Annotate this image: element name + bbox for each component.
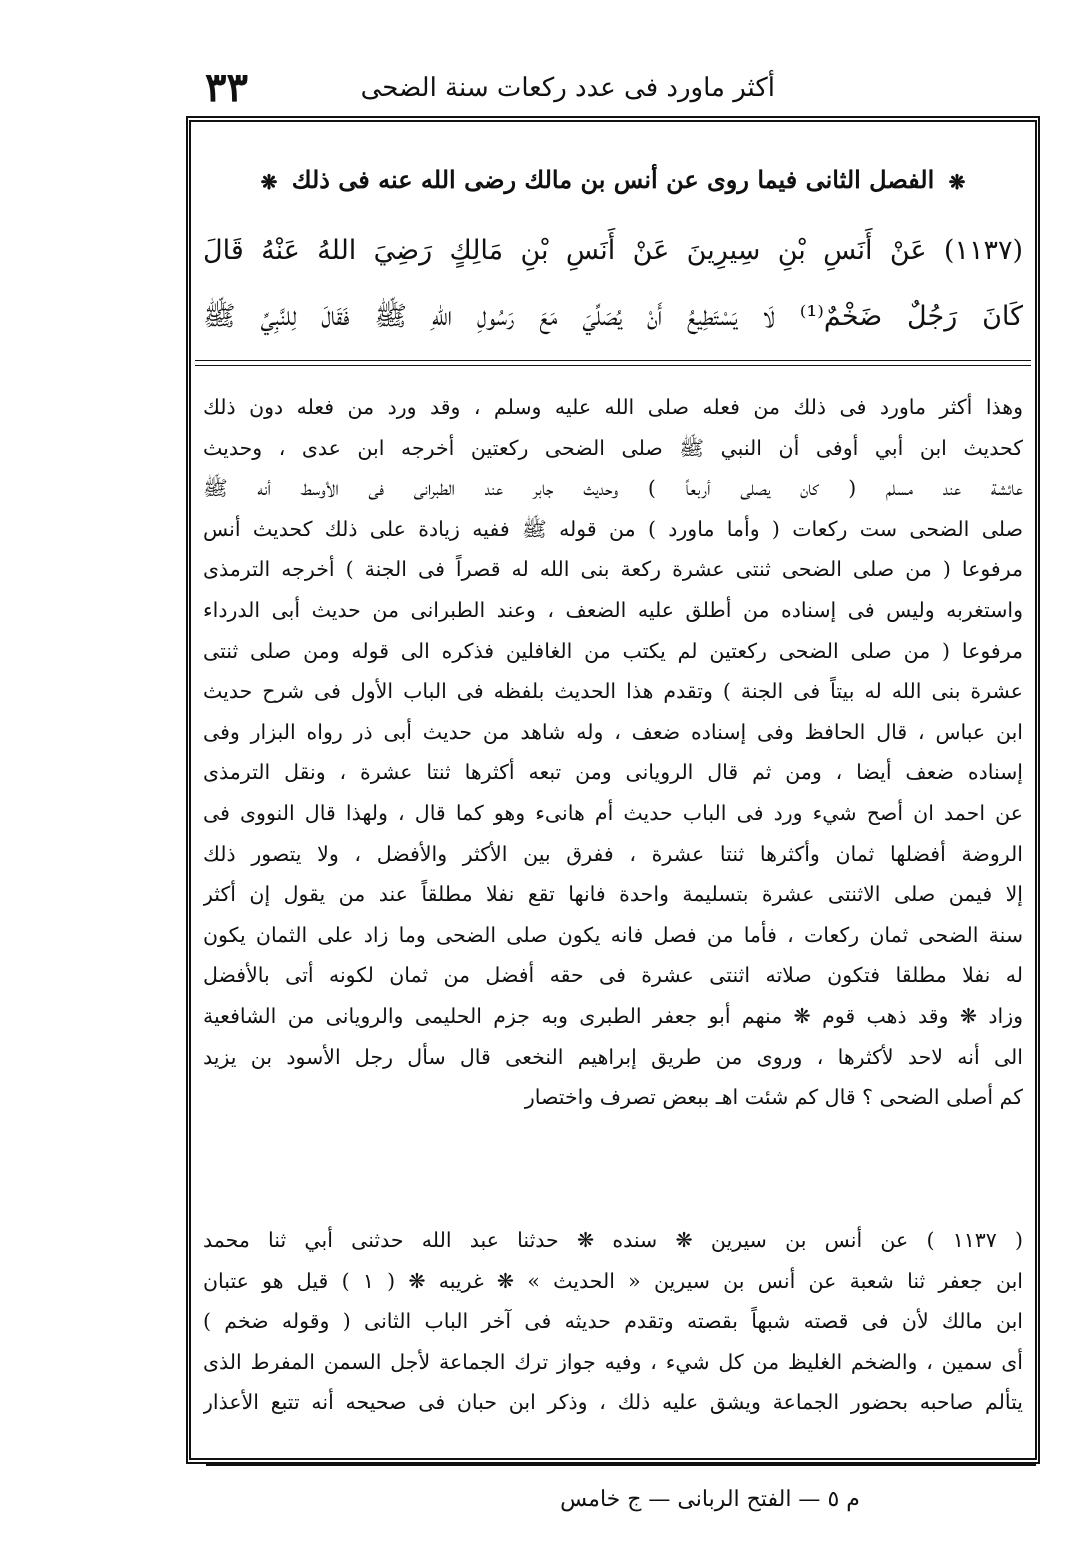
- commentary-line: إلا فيمن صلى الاثنتى عشرة بتسليمة واحدة فانها تقع نفلا مطلقاً عند من يقول إن أكثر: [203, 882, 1023, 907]
- commentary-line: الى أنه لاحد لأكثرها ، وروى من طريق إبراهيم النخعى قال سأل رجل الأسود بن يزيد: [203, 1044, 1023, 1069]
- running-header: [205, 62, 775, 114]
- hadith-text: [203, 218, 1023, 350]
- frame-content: [203, 132, 1023, 1448]
- commentary-text: [203, 387, 1023, 1118]
- footer-rule: [206, 1464, 1036, 1469]
- notes-line: أى سمين ، والضخم الغليظ من كل شيء ، وفيه جواز ترك الجماعة لأجل السمن المفرط الذى: [203, 1349, 1023, 1374]
- commentary-line: عشرة بنى الله له بيتاً فى الجنة ) وتقدم هذا الحديث بلفظه فى الباب الأول فى شرح حديث: [203, 679, 1023, 704]
- notes-line: ابن جعفر ثنا شعبة عن أنس بن سيرين « الحديث » ❋ غريبه ❋ ( ١ ) قيل هو عتبان: [203, 1268, 1023, 1293]
- commentary-line: واستغربه وليس فى إسناده من أطلق عليه الضعف ، وعند الطبرانى من حديث أبى الدرداء: [203, 597, 1023, 622]
- commentary-line: له نفلا مطلقا فتكون صلاته اثنتى عشرة فى حقه أفضل من ثمان لكونه أتى بالأفضل: [203, 963, 1023, 988]
- notes-line: ابن مالك لأن فى قصته شبهاً بقصته وتقدم حديثه فى آخر الباب الثانى ( وقوله ضخم ): [203, 1309, 1023, 1334]
- ornament-right-icon: ❋: [948, 169, 966, 194]
- header-title: أكثر ماورد فى عدد ركعات سنة الضحى: [360, 73, 775, 103]
- commentary-line: وهذا أكثر ماورد فى ذلك من فعله صلى الله عليه وسلم ، وقد ورد من فعله دون ذلك: [203, 395, 1023, 419]
- commentary-line: عن احمد ان أصح شيء ورد فى الباب حديث أم هانىء وهو كما قال ، ولهذا قال النووى فى: [203, 800, 1023, 825]
- section-divider: [195, 360, 1031, 366]
- section-heading-text: الفصل الثانى فيما روى عن أنس بن مالك رضى الله عنه فى ذلك: [291, 165, 935, 194]
- commentary-line: صلى الضحى ست ركعات ( وأما ماورد ) من قوله ﷺ ففيه زيادة على ذلك كحديث أنس: [203, 516, 1023, 541]
- ornament-left-icon: ❋: [260, 169, 278, 194]
- notes-line: يتألم صاحبه بحضور الجماعة ويشق عليه ذلك ، وذكر ابن حبان فى صحيحه أنه تتبع الأعذار: [203, 1390, 1023, 1415]
- notes-line: ( ١١٣٧ ) عن أنس بن سيرين ❋ سنده ❋ حدثنا عبد الله حدثنى أبي ثنا محمد: [203, 1228, 1023, 1252]
- page-number: ٣٣: [205, 64, 248, 111]
- commentary-line: وزاد ❋ وقد ذهب قوم ❋ منهم أبو جعفر الطبرى وبه جزم الحليمى والرويانى من الشافعية: [203, 1003, 1023, 1028]
- hadith-line: كَانَ رَجُلٌ ضَخْمٌ⁽¹⁾ لَا يَسْتَطِيعُ أَنْ يُصَلِّيَ مَعَ رَسُولِ اللهِ ﷺ فَقَالَ لِلنَّبِيِّ ﷺ: [203, 301, 1023, 332]
- text-frame: [186, 116, 1040, 1464]
- commentary-line: كحديث ابن أبي أوفى أن النبي ﷺ صلى الضحى ركعتين أخرجه ابن عدى ، وحديث: [203, 435, 1023, 460]
- notes-text: [203, 1220, 1023, 1423]
- hadith-line: (١١٣٧) عَنْ أَنَسِ بْنِ سِيرِينَ عَنْ أَنَسِ بْنِ مَالِكٍ رَضِيَ اللهُ عَنْهُ قَالَ: [203, 235, 1023, 266]
- commentary-line: إسناده ضعف أيضا ، ومن ثم قال الرويانى ومن تبعه أكثرها ثنتا عشرة ، ونقل الترمذى: [203, 760, 1023, 785]
- commentary-line: مرفوعا ( من صلى الضحى ركعتين لم يكتب من الغافلين فذكره الى قوله ومن صلى ثنتى: [203, 638, 1023, 663]
- commentary-line: سنة الضحى ثمان ركعات ، فأما من فصل فانه يكون صلى الضحى وما زاد على الثمان يكون: [203, 922, 1023, 947]
- commentary-line: ابن عباس ، قال الحافظ وفى إسناده ضعف ، وله شاهد من حديث أبى ذر رواه البزار وفى: [203, 719, 1023, 744]
- commentary-line: كم أصلى الضحى ؟ قال كم شئت اهـ ببعض تصرف واختصار: [524, 1085, 1023, 1110]
- section-heading: [203, 160, 1023, 202]
- commentary-line: مرفوعا ( من صلى الضحى ثنتى عشرة ركعة بنى الله له قصراً فى الجنة ) أخرجه الترمذى: [203, 557, 1023, 582]
- page-footer: م ٥ — الفتح الربانى — ج خامس: [560, 1487, 860, 1512]
- commentary-line: عائشة عند مسلم ( كان يصلى أربعاً ) وحديث جابر عند الطبرانى فى الأوسط أنه ﷺ: [203, 476, 1023, 501]
- commentary-line: الروضة أفضلها ثمان وأكثرها ثنتا عشرة ، ففرق بين الأكثر والأفضل ، ولا يتصور ذلك: [203, 841, 1023, 866]
